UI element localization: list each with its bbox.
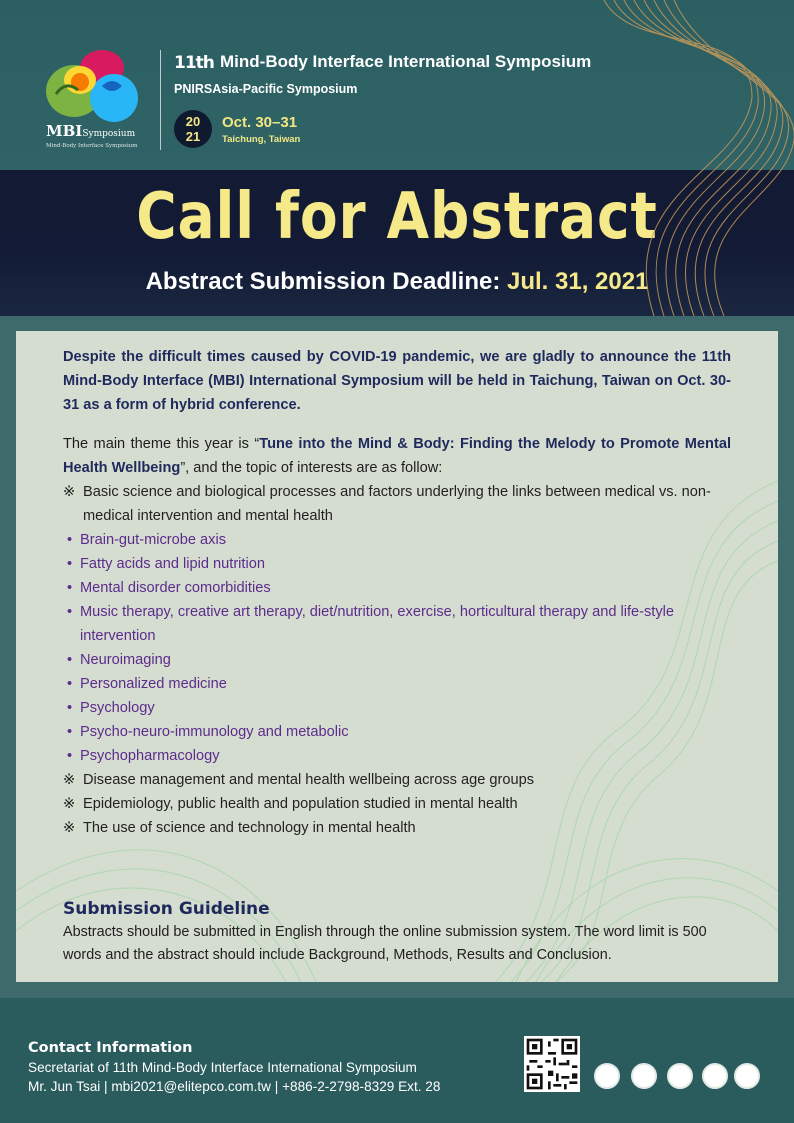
bullet-icon: •: [67, 724, 73, 740]
bullet-icon: •: [67, 604, 73, 620]
topic-text: The use of science and technology in mental health: [83, 820, 416, 836]
topic-text: Personalized medicine: [80, 676, 227, 692]
logo-wordmark: MBISymposium: [46, 122, 136, 140]
topic-text: Psychopharmacology: [80, 748, 220, 764]
theme-paragraph: [63, 432, 731, 480]
bullet-icon: •: [67, 748, 73, 764]
bullet-icon: •: [67, 556, 73, 572]
deadline-date: Jul. 31, 2021: [506, 268, 649, 295]
gold-wave-decoration-icon: [594, 0, 794, 316]
theme-prefix: The main theme this year is “: [63, 436, 260, 452]
partner-logo-2-icon: [631, 1063, 657, 1089]
topic-subitem: [63, 552, 731, 576]
bullet-icon: •: [67, 532, 73, 548]
reference-mark-icon: ※: [63, 820, 76, 836]
event-place: Taichung, Taiwan: [222, 134, 301, 145]
bullet-icon: •: [67, 652, 73, 668]
deadline-label: Abstract Submission Deadline:: [145, 268, 507, 295]
mbi-logo-mark-icon: [44, 46, 139, 126]
reference-mark-icon: ※: [63, 772, 76, 788]
topic-list: [63, 480, 731, 840]
mbi-logo: [44, 46, 144, 151]
topic-category-item: [63, 816, 731, 840]
topic-subitem: [63, 600, 731, 648]
call-body: [63, 345, 731, 840]
logo-tagline: Mind-Body Interface Symposium: [46, 143, 138, 149]
topic-text: Brain-gut-microbe axis: [80, 532, 226, 548]
bullet-icon: •: [67, 676, 73, 692]
topic-text: Fatty acids and lipid nutrition: [80, 556, 265, 572]
reference-mark-icon: ※: [63, 484, 76, 500]
topic-category-item: [63, 480, 731, 528]
topic-subitem: [63, 696, 731, 720]
theme-suffix: ”, and the topic of interests are as follow:: [180, 460, 443, 476]
topic-subitem: [63, 648, 731, 672]
topic-category-item: [63, 792, 731, 816]
edition-badge: 11th: [174, 53, 214, 73]
reference-mark-icon: ※: [63, 796, 76, 812]
topic-text: Basic science and biological processes and factors underlying the links between medical vs. non-medical intervention and mental health: [83, 484, 711, 524]
topic-category-item: [63, 768, 731, 792]
topic-text: Neuroimaging: [80, 652, 171, 668]
submission-guideline-text: Abstracts should be submitted in English through the online submission system. The word limit is 500 words and the abstract should include Background, Methods, Results and Conclusion.: [63, 924, 707, 963]
topic-text: Disease management and mental health wellbeing across age groups: [83, 772, 535, 788]
topic-text: Psychology: [80, 700, 155, 716]
symposium-title: Mind-Body Interface International Symposium: [220, 52, 592, 71]
topic-subitem: [63, 720, 731, 744]
year-top: 20: [185, 114, 201, 129]
event-date: Oct. 30–31: [222, 114, 298, 131]
symposium-subtitle: PNIRSAsia-Pacific Symposium: [174, 82, 358, 96]
topic-text: Epidemiology, public health and population studied in mental health: [83, 796, 518, 812]
submission-guideline-heading: Submission Guideline: [63, 899, 270, 919]
header-divider: [160, 50, 161, 150]
theme-title: Tune into the Mind & Body: Finding the Melody to Promote Mental Health Wellbeing: [63, 436, 731, 476]
partner-logo-3-icon: [667, 1063, 693, 1089]
footer: [0, 998, 794, 1123]
topic-text: Mental disorder comorbidities: [80, 580, 271, 596]
content-panel: [16, 331, 778, 982]
qr-code-icon[interactable]: [524, 1036, 580, 1092]
contact-heading: Contact Information: [28, 1040, 193, 1056]
topic-subitem: [63, 744, 731, 768]
bullet-icon: •: [67, 700, 73, 716]
bullet-icon: •: [67, 580, 73, 596]
partner-logo-1-icon: [594, 1063, 620, 1089]
topic-subitem: [63, 528, 731, 552]
topic-subitem: [63, 576, 731, 600]
topic-subitem: [63, 672, 731, 696]
topic-text: Music therapy, creative art therapy, diet/nutrition, exercise, horticultural therapy and life-style intervention: [80, 604, 675, 644]
partner-logo-4-icon: [702, 1063, 728, 1089]
partner-logo-mbi-lab-icon: [734, 1063, 760, 1089]
intro-paragraph: Despite the difficult times caused by COVID-19 pandemic, we are gladly to announce the 11th Mind-Body Interface (MBI) International Symposium will be held in Taichung, Taiwan on Oct. 30-31 as a form of hybrid conference.: [63, 349, 731, 413]
page-title: Call for Abstract: [136, 180, 658, 254]
year-bottom: 21: [185, 129, 201, 144]
topic-text: Psycho-neuro-immunology and metabolic: [80, 724, 349, 740]
contact-details: Mr. Jun Tsai | mbi2021@elitepco.com.tw | +886-2-2798-8329 Ext. 28: [28, 1079, 441, 1094]
year-badge: [174, 110, 212, 148]
contact-organization: Secretariat of 11th Mind-Body Interface International Symposium: [28, 1060, 417, 1075]
